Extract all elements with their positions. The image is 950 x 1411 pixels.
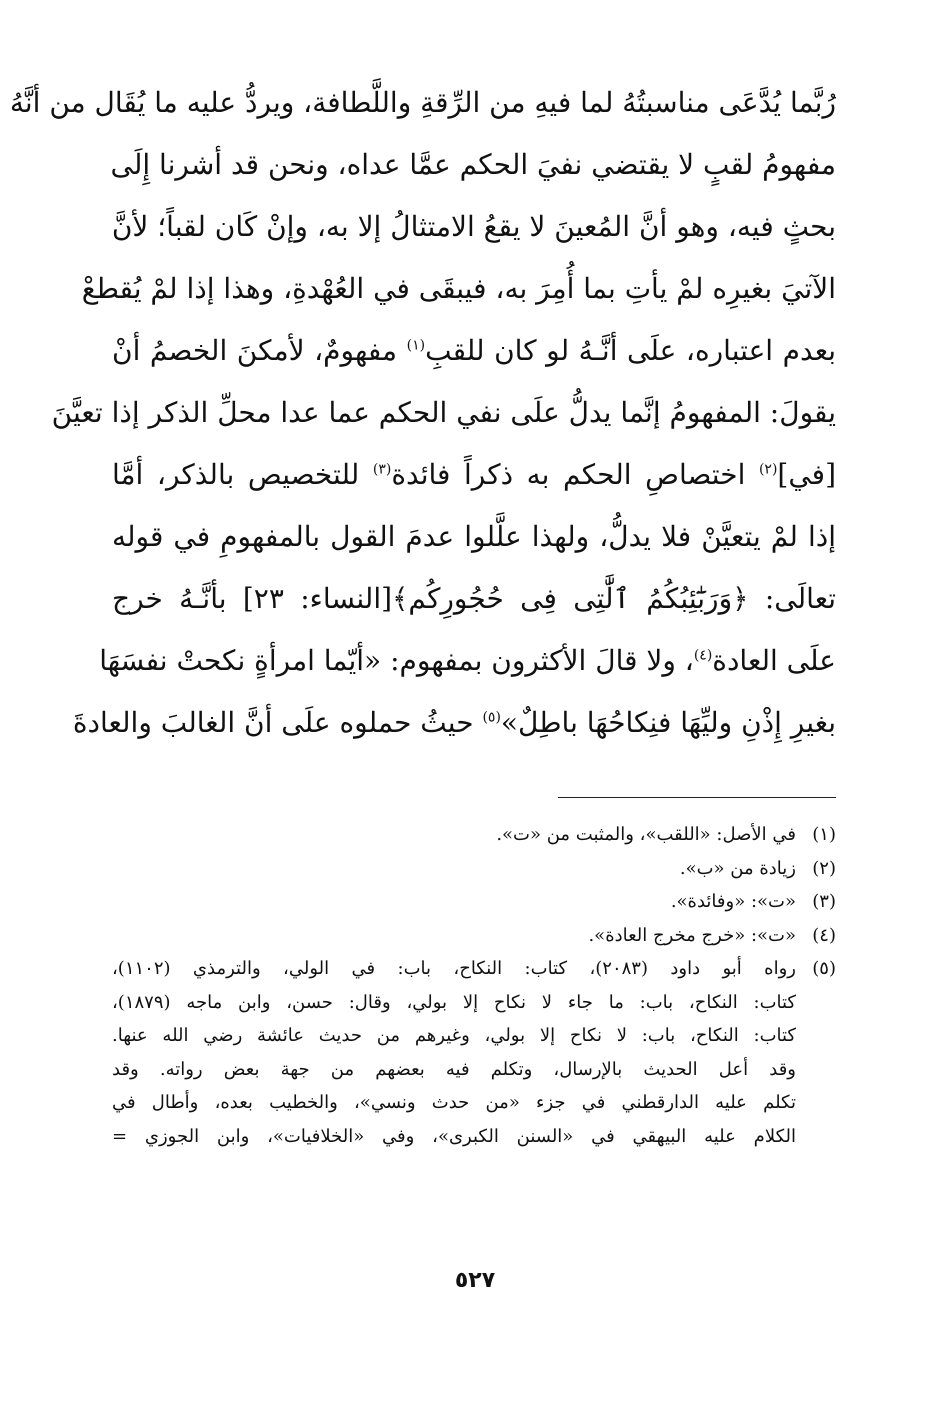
main-text (9, 72, 836, 754)
text-line (81, 258, 836, 320)
footnote-number: (١) (812, 824, 836, 845)
text-segment: إذا لمْ يتعيَّنْ فلا يدلُّ، ولهذا علَّلوا عدمَ القول بالمفهومِ في قوله (112, 520, 836, 553)
text-line (112, 134, 836, 196)
footnote-line: تكلم عليه الدارقطني في جزء «من حدث ونسي»، والخطيب بعده، وأطال في (112, 1092, 796, 1113)
text-segment: مفهومٌ، لأمكنَ الخصمُ أنْ (112, 334, 407, 367)
footnote-line: كتاب: النكاح، باب: ما جاء لا نكاح إلا بولي، وقال: حسن، وابن ماجه (١٨٧٩)، (112, 991, 796, 1013)
text-line (112, 196, 836, 258)
text-segment: بحثٍ فيه، وهو أنَّ المُعينَ لا يقعُ الامتثالُ إلا به، وإنْ كَان لقباً؛ لأنَّ (111, 210, 836, 243)
footnote-number: (٢) (812, 857, 836, 879)
footnote-text (112, 852, 796, 886)
footnote (112, 952, 836, 1153)
text-line (99, 630, 836, 692)
text-segment: حيثُ حملوه علَى أنَّ الغالبَ والعادةَ (72, 706, 483, 739)
footnote-text (112, 885, 796, 919)
footnote-text (112, 952, 796, 1153)
footnote-line: في الأصل: «اللقب»، والمثبت من «ت». (496, 824, 796, 845)
text-segment: رُبَّما يُدَّعَى مناسبتُهُ لما فيهِ من الرِّقةِ واللَّطافة، ويردُّ عليه ما يُقَال من أنَّهُ (9, 86, 836, 119)
footnote-line: كتاب: النكاح، باب: لا نكاح إلا بولي، وغيرهم من حديث عائشة رضي الله عنها. (112, 1025, 796, 1046)
footnote-reference: (٤) (693, 647, 713, 664)
text-line (112, 568, 836, 630)
text-segment: [في] (777, 458, 836, 491)
text-segment: ، ولا قالَ الأكثرون بمفهوم: «أيّما امرأةٍ نكحتْ نفسَهَا (99, 644, 694, 677)
footnote-reference: (٢) (758, 461, 778, 478)
text-line (9, 72, 836, 134)
text-segment: بغيرِ إِذْنِ وليِّهَا فنِكاحُهَا باطِلٌ» (500, 706, 836, 739)
footnote-reference: (٣) (372, 461, 392, 478)
footnote-line: «ت»: «وفائدة». (670, 891, 796, 912)
text-segment: اختصاصِ الحكم به ذكراً فائدة (391, 458, 759, 491)
text-line (112, 320, 836, 382)
footnote (112, 885, 836, 919)
footnotes (112, 818, 836, 1153)
footnote (112, 919, 836, 953)
text-segment: علَى العادة (712, 644, 836, 677)
footnote-line: «ت»: «خرج مخرج العادة». (588, 924, 796, 946)
text-segment: مفهومُ لقبٍ لا يقتضي نفيَ الحكم عمَّا عداه، ونحن قد أشرنا إِلَى (110, 148, 836, 181)
footnote-reference: (١) (406, 337, 426, 354)
footnote (112, 852, 836, 886)
footnote-text (112, 818, 796, 852)
footnote-separator-rule (558, 797, 836, 798)
footnote (112, 818, 836, 852)
footnote-reference: (٥) (482, 709, 501, 726)
footnote-number: (٣) (812, 891, 836, 912)
text-segment: يقولَ: المفهومُ إنَّما يدلُّ علَى نفي الحكم عما عدا محلِّ الذكر إذا تعيَّنَ (51, 396, 836, 429)
footnote-line: وقد أعل الحديث بالإرسال، وتكلم فيه بعضهم من جهة بعض رواته. وقد (112, 1058, 796, 1080)
text-line (112, 506, 836, 568)
text-segment: بعدم اعتباره، علَى أنَّـهُ لو كان للقبِ (425, 334, 836, 367)
footnote-text (112, 919, 796, 953)
footnote-number: (٤) (812, 924, 836, 946)
footnote-line: رواه أبو داود (٢٠٨٣)، كتاب: النكاح، باب: في الولي، والترمذي (١١٠٢)، (112, 958, 796, 979)
text-segment: تعالَى: ﴿وَرَبَٰٓئِبُكُمُ ٱلَّٰتِى فِى حُجُورِكُم﴾[النساء: ٢٣] بأنَّـهُ خرج (112, 582, 836, 615)
footnote-line: زيادة من «ب». (679, 857, 796, 879)
text-line (112, 444, 836, 506)
text-line (51, 382, 836, 444)
footnote-line: الكلام عليه البيهقي في «السنن الكبرى»، وفي «الخلافيات»، وابن الجوزي = (112, 1125, 796, 1147)
footnote-number: (٥) (812, 958, 836, 979)
text-segment: الآتيَ بغيرِه لمْ يأتِ بما أُمِرَ به، فيبقَى في العُهْدةِ، وهذا إذا لمْ يُقطعْ (81, 272, 836, 305)
text-line (72, 692, 836, 754)
page-number: ٥٢٧ (454, 1268, 496, 1293)
text-segment: للتخصيص بالذكر، أمَّا (112, 458, 373, 491)
